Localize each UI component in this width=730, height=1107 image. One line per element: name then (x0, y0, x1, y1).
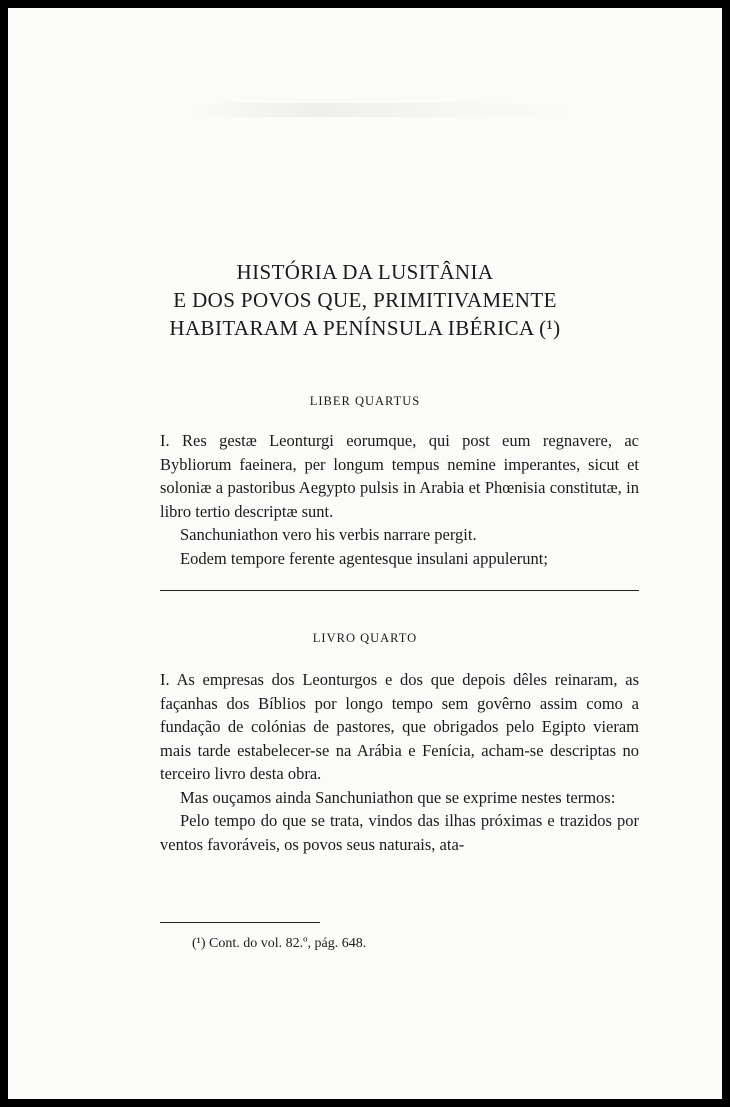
footnote-divider (160, 922, 320, 923)
title-line-2: E DOS POVOS QUE, PRIMITIVAMENTE (173, 288, 557, 312)
latin-heading: LIBER QUARTUS (309, 394, 421, 408)
portuguese-paragraph: Mas ouçamos ainda Sanchuniathon que se exprime nestes termos: (180, 787, 616, 807)
section-divider (160, 590, 639, 591)
title-line-3: HABITARAM A PENÍNSULA IBÉRICA (¹) (169, 316, 561, 340)
portuguese-text (160, 668, 639, 856)
bleed-through-smudge (188, 103, 578, 117)
latin-paragraph: Eodem tempore ferente agentesque insulani appulerunt; (180, 548, 548, 568)
document-title (8, 258, 722, 342)
latin-text (160, 429, 639, 570)
latin-paragraph: Sanchuniathon vero his verbis narrare pergit. (180, 525, 477, 544)
title-line-1: HISTÓRIA DA LUSITÂNIA (236, 260, 494, 284)
portuguese-paragraph: I. As empresas dos Leonturgos e dos que depois dêles reinaram, as façanhas dos Bíblios por longo tempo sem govêrno assim como a fundação de colónias de pastores, que obrigados pelo Egipto vieram mais tarde estabelecer-se na Arábia e Fenícia, acham-se descriptas no terceiro livro desta obra. (160, 670, 639, 783)
latin-paragraph: I. Res gestæ Leonturgi eorumque, qui post eum regnavere, ac Bybliorum faeinera, per longum tempus nemine imperantes, sicut et soloniæ a pastoribus Aegypto pulsis in Arabia et Phœnisia constitutæ, in libro tertio descriptæ sunt. (160, 431, 639, 521)
portuguese-heading: LIVRO QUARTO (312, 631, 418, 645)
portuguese-paragraph: Pelo tempo do que se trata, vindos das ilhas próximas e trazidos por ventos favoráveis, os povos seus naturais, ata- (160, 811, 639, 854)
footnote: (¹) Cont. do vol. 82.º, pág. 648. (192, 936, 367, 951)
page (8, 8, 722, 1099)
